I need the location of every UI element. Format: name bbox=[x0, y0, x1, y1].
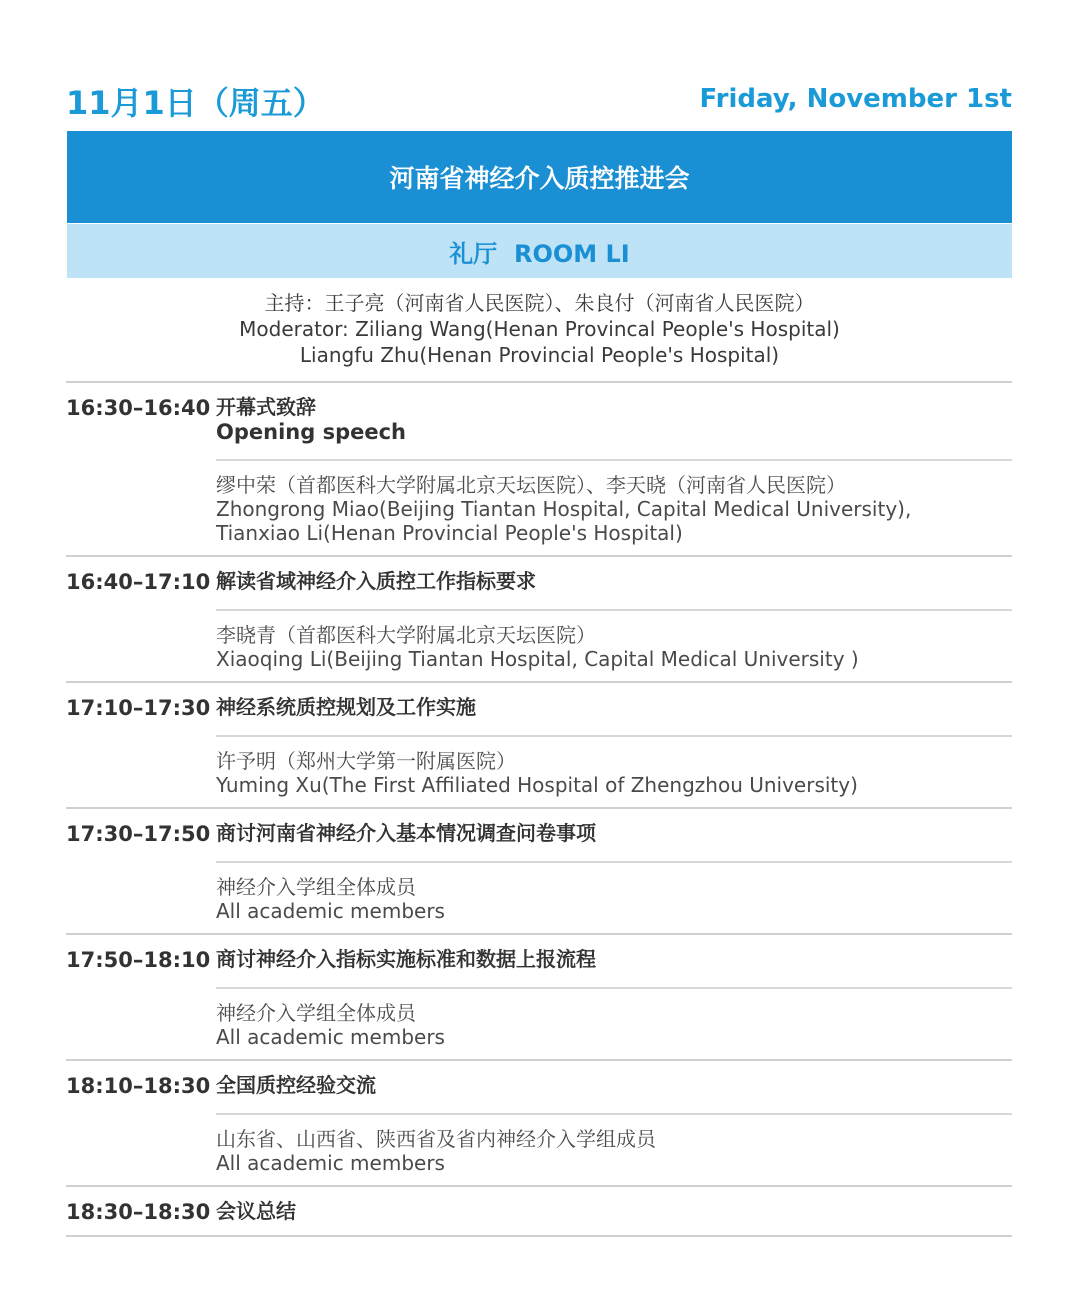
session-topic-en: Opening speech bbox=[216, 420, 406, 444]
session-time: 17:10–17:30 bbox=[66, 696, 211, 720]
session-speakers bbox=[216, 1113, 1012, 1175]
speaker-line: 缪中荣（首都医科大学附属北京天坛医院）、李天晓（河南省人民医院） bbox=[216, 473, 846, 497]
session-topic bbox=[216, 695, 476, 720]
speaker-line: Xiaoqing Li(Beijing Tiantan Hospital, Capital Medical University ) bbox=[216, 647, 859, 671]
moderator-line-en-1: Moderator: Ziliang Wang(Henan Provincal People's Hospital) bbox=[239, 317, 840, 341]
speaker-line: All academic members bbox=[216, 899, 445, 923]
session-topic-cn: 开幕式致辞 bbox=[216, 395, 316, 419]
session-topic-cn: 解读省域神经介入质控工作指标要求 bbox=[216, 569, 536, 593]
session-topic bbox=[216, 569, 536, 594]
session-row bbox=[66, 1059, 1012, 1185]
speaker-line: 山东省、山西省、陕西省及省内神经介入学组成员 bbox=[216, 1127, 656, 1151]
session-time: 18:10–18:30 bbox=[66, 1074, 211, 1098]
session-speakers bbox=[216, 609, 1012, 671]
session-row bbox=[66, 555, 1012, 681]
session-time: 17:50–18:10 bbox=[66, 948, 211, 972]
session-topic-cn: 商讨河南省神经介入基本情况调查问卷事项 bbox=[216, 821, 596, 845]
session-time: 16:40–17:10 bbox=[66, 570, 211, 594]
speaker-line: Zhongrong Miao(Beijing Tiantan Hospital, Capital Medical University), bbox=[216, 497, 912, 521]
session-topic bbox=[216, 821, 596, 846]
meeting-title: 河南省神经介入质控推进会 bbox=[389, 164, 690, 193]
moderator-block bbox=[67, 290, 1012, 368]
speaker-line: Tianxiao Li(Henan Provincial People's Hospital) bbox=[216, 521, 683, 545]
room-bar bbox=[67, 224, 1012, 278]
meeting-title-bar bbox=[67, 131, 1012, 223]
speaker-line: 许予明（郑州大学第一附属医院） bbox=[216, 749, 516, 773]
session-topic-cn: 全国质控经验交流 bbox=[216, 1073, 376, 1097]
session-time: 17:30–17:50 bbox=[66, 822, 211, 846]
date-english: Friday, November 1st bbox=[699, 84, 1012, 114]
room-label: 礼厅 ROOM LI bbox=[449, 239, 630, 268]
session-topic bbox=[216, 395, 406, 445]
session-topic-cn: 商讨神经介入指标实施标准和数据上报流程 bbox=[216, 947, 596, 971]
speaker-line: 李晓青（首都医科大学附属北京天坛医院） bbox=[216, 623, 596, 647]
session-row bbox=[66, 681, 1012, 807]
session-speakers bbox=[216, 735, 1012, 797]
speaker-line: 神经介入学组全体成员 bbox=[216, 875, 416, 899]
speaker-line: All academic members bbox=[216, 1151, 445, 1175]
session-time: 16:30–16:40 bbox=[66, 396, 211, 420]
session-speakers bbox=[216, 861, 1012, 923]
page-header bbox=[66, 78, 1012, 122]
session-row bbox=[66, 381, 1012, 555]
speaker-line: All academic members bbox=[216, 1025, 445, 1049]
session-row bbox=[66, 933, 1012, 1059]
session-topic bbox=[216, 947, 596, 972]
session-row bbox=[66, 1185, 1012, 1237]
session-topic-cn: 会议总结 bbox=[216, 1199, 296, 1223]
session-topic bbox=[216, 1199, 296, 1224]
moderator-line-en-2: Liangfu Zhu(Henan Provincial People's Hospital) bbox=[299, 343, 780, 367]
date-chinese: 11月1日（周五） bbox=[66, 84, 325, 122]
session-speakers bbox=[216, 987, 1012, 1049]
speaker-line: Yuming Xu(The First Affiliated Hospital of Zhengzhou University) bbox=[216, 773, 858, 797]
session-topic bbox=[216, 1073, 376, 1098]
session-topic-cn: 神经系统质控规划及工作实施 bbox=[216, 695, 476, 719]
moderator-line-cn: 主持：王子亮（河南省人民医院）、朱良付（河南省人民医院） bbox=[264, 291, 815, 315]
speaker-line: 神经介入学组全体成员 bbox=[216, 1001, 416, 1025]
session-row bbox=[66, 807, 1012, 933]
session-speakers bbox=[216, 459, 1012, 545]
session-time: 18:30–18:30 bbox=[66, 1200, 211, 1224]
schedule-list bbox=[66, 381, 1012, 1237]
